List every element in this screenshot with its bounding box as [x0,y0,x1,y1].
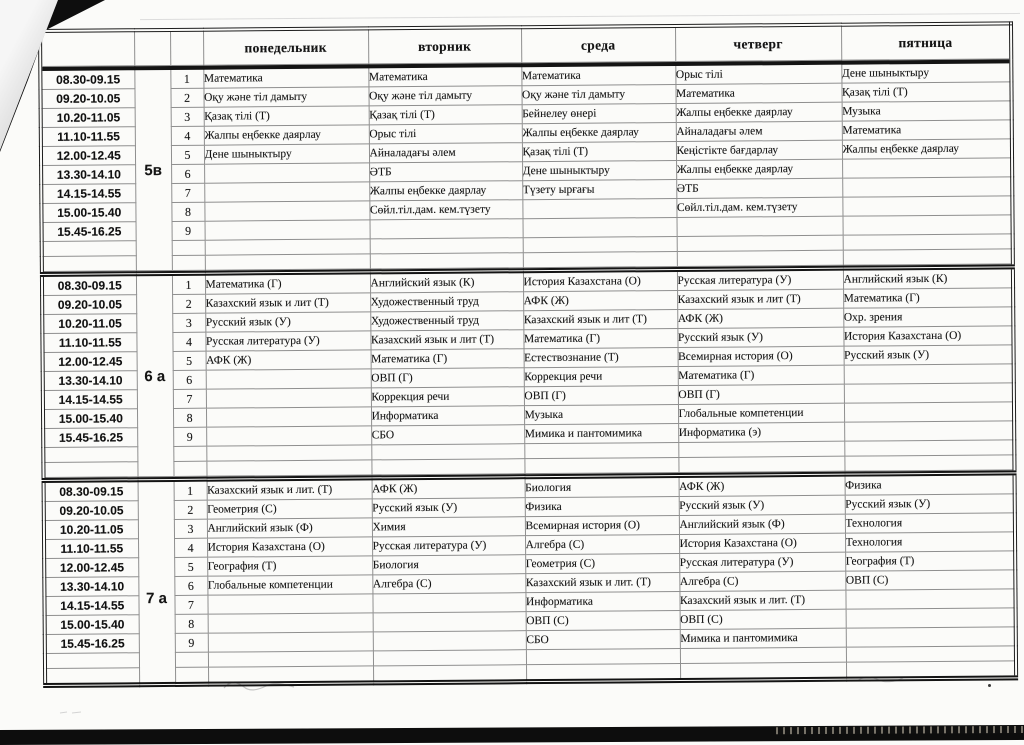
empty-lesson-cell [842,215,1012,235]
empty-lesson-cell [205,239,370,255]
time-cell: 15.00-15.40 [45,615,139,635]
lesson-cell: Оқу және тіл дамыту [368,86,521,106]
lesson-cell: Английский язык (К) [370,271,523,293]
empty-lesson-cell [523,217,677,237]
lesson-cell: Бейнелеу өнері [522,103,676,123]
empty-lesson-cell [842,196,1012,216]
empty-lesson-cell [373,612,526,632]
lesson-cell: Математика [675,83,841,103]
class-label: 5в [134,68,172,271]
lesson-cell: Казахский язык и лит (Т) [677,289,843,309]
lesson-cell: Биология [372,555,525,575]
lesson-cell: Математика (Г) [371,349,524,369]
empty-lesson-cell [842,158,1012,178]
lesson-cell: География (Т) [207,556,372,576]
lesson-cell: Музыка [524,404,678,424]
lesson-cell: Всемирная история (О) [678,346,844,366]
time-cell [45,653,139,669]
period-number-cell: 2 [170,88,203,107]
spiral-binding [776,726,1024,734]
empty-lesson-cell [526,648,680,664]
lesson-cell: Информатика [371,406,524,426]
empty-lesson-cell [846,627,1016,647]
lesson-cell: Оқу және тіл дамыту [203,87,368,107]
time-cell: 15.00-15.40 [43,409,137,429]
time-cell: 09.20-10.05 [42,295,136,315]
period-number-cell: 6 [171,164,204,183]
class-label: 7 а [138,479,176,684]
time-header-cell [40,30,134,66]
empty-lesson-cell [206,407,371,427]
time-cell: 11.10-11.55 [41,127,135,147]
empty-lesson-cell [846,646,1016,662]
time-cell [43,462,137,478]
lesson-cell: Русский язык (У) [845,494,1015,514]
time-cell: 11.10-11.55 [44,539,138,559]
empty-lesson-cell [677,216,843,236]
lesson-cell: Геометрия (С) [525,553,679,573]
lesson-cell: Русский язык (У) [205,312,370,332]
empty-lesson-cell [373,631,526,651]
lesson-cell: СБО [526,629,680,649]
period-number-cell: 2 [174,500,207,519]
lesson-cell: СБО [371,425,524,445]
period-number-cell: 9 [173,427,206,446]
lesson-cell: Химия [372,517,525,537]
period-number-cell [173,446,206,461]
empty-lesson-cell [206,445,371,461]
lesson-cell: Русский язык (У) [372,498,525,518]
lesson-cell: Охр. зрения [843,307,1013,327]
time-cell [43,447,137,463]
empty-lesson-cell [844,364,1014,384]
empty-lesson-cell [206,426,371,446]
period-number-cell: 8 [175,614,208,633]
empty-lesson-cell [524,457,678,473]
lesson-cell: Английский язык (Ф) [207,518,372,538]
lesson-cell: Орыс тілі [369,124,522,144]
schedule-block-6а [40,264,1017,478]
lesson-cell: Художественный труд [370,292,523,312]
lesson-cell: Казахский язык и лит. (Т) [207,478,372,500]
lesson-cell: История Казахстана (О) [523,269,677,291]
period-number-cell: 7 [171,183,204,202]
lesson-cell: Дене шыныктыру [204,144,369,164]
time-cell: 12.00-12.45 [43,352,137,372]
period-number-cell: 1 [174,479,207,500]
empty-lesson-cell [205,220,370,240]
time-cell: 09.20-10.05 [44,501,138,521]
time-cell: 15.00-15.40 [41,203,135,223]
lesson-cell: Математика [842,120,1012,140]
lesson-cell: Жалпы еңбекке даярлау [369,181,522,201]
lesson-cell: ОВП (Г) [678,384,844,404]
lesson-cell: Русский язык (У) [844,345,1014,365]
empty-lesson-cell [373,650,526,666]
lesson-cell: Мимика и пантомимика [524,423,678,443]
empty-lesson-cell [523,236,677,252]
lesson-cell: Сөйл.тіл.дам. кем.түзету [369,200,522,220]
lesson-cell: Түзету ырғағы [522,179,676,199]
lesson-cell: Информатика [525,591,679,611]
empty-lesson-cell [844,383,1014,403]
schedule-block-5в [38,59,1015,272]
lesson-cell: Казахский язык и лит (Т) [370,330,523,350]
empty-lesson-cell [844,440,1014,456]
empty-lesson-cell [680,662,846,680]
lesson-cell: Алгебра (С) [372,574,525,594]
lesson-cell: Мимика и пантомимика [680,628,846,648]
period-number-cell: 2 [172,294,205,313]
lesson-cell: ОВП (С) [526,610,680,630]
lesson-cell: Сөйл.тіл.дам. кем.түзету [676,197,842,217]
lesson-cell: Оқу және тіл дамыту [521,84,675,104]
lesson-cell: Русская литература (У) [205,331,370,351]
stray-pen-mark [58,708,84,716]
day-header-friday: пятница [841,23,1011,60]
period-header-cell [170,30,203,66]
class-label: 6 а [136,273,174,476]
page-edge-line [140,13,1020,20]
lesson-cell: География (Т) [845,551,1015,571]
empty-lesson-cell [204,201,369,221]
lesson-cell: Қазақ тілі (Т) [841,82,1011,102]
lesson-cell: Қазақ тілі (Т) [369,105,522,125]
empty-lesson-cell [526,663,680,681]
lesson-cell: Математика (Г) [678,365,844,385]
lesson-cell: Музыка [842,101,1012,121]
time-cell: 10.20-11.05 [42,314,136,334]
empty-lesson-cell [207,594,372,614]
period-number-cell [172,240,205,255]
lesson-cell: Математика (Г) [523,328,677,348]
empty-lesson-cell [204,182,369,202]
time-cell: 08.30-09.15 [40,68,134,89]
empty-lesson-cell [206,388,371,408]
lesson-cell: Қазақ тілі (Т) [522,141,676,161]
lesson-cell: Физика [525,496,679,516]
lesson-cell: Технология [845,532,1015,552]
lesson-cell: Дене шыныктыру [522,160,676,180]
period-number-cell: 6 [173,370,206,389]
empty-lesson-cell [846,608,1016,628]
day-header-tuesday: вторник [368,27,521,64]
time-cell: 09.20-10.05 [40,89,134,109]
lesson-cell: Жалпы еңбекке даярлау [522,122,676,142]
empty-lesson-cell [845,589,1015,609]
period-number-cell: 5 [174,557,207,576]
lesson-cell: Английский язык (Ф) [679,514,845,534]
lesson-cell: АФК (Ж) [372,477,525,499]
time-cell: 12.00-12.45 [41,146,135,166]
lesson-cell: АФК (Ж) [679,474,845,496]
period-number-cell: 3 [174,519,207,538]
lesson-cell: Всемирная история (О) [525,515,679,535]
lesson-cell: Математика [521,64,675,86]
time-cell: 08.30-09.15 [44,480,138,502]
empty-lesson-cell [522,198,676,218]
lesson-cell: Геометрия (С) [207,499,372,519]
time-cell: 12.00-12.45 [44,558,138,578]
lesson-cell: Русский язык (У) [679,495,845,515]
time-cell: 15.45-16.25 [42,222,136,242]
lesson-cell: Глобальные компетенции [207,575,372,595]
lesson-cell: Естествознание (Т) [524,347,678,367]
empty-lesson-cell [206,369,371,389]
period-number-cell: 7 [174,595,207,614]
empty-lesson-cell [843,234,1013,250]
period-number-cell: 5 [173,351,206,370]
time-cell: 14.15-14.55 [41,184,135,204]
empty-lesson-cell [208,613,373,633]
time-cell: 15.45-16.25 [45,634,139,654]
time-cell [45,668,139,686]
empty-lesson-cell [843,249,1013,265]
lesson-cell: Физика [845,473,1015,495]
empty-lesson-cell [846,661,1016,679]
class-header-cell [134,30,170,66]
period-number-cell: 8 [171,202,204,221]
period-number-cell: 4 [172,332,205,351]
lesson-cell: Информатика (э) [678,422,844,442]
lesson-cell: ОВП (С) [845,570,1015,590]
lesson-cell: Казахский язык и лит. (Т) [679,590,845,610]
timetable-sheet [38,21,1018,688]
time-cell [42,256,136,272]
time-cell: 14.15-14.55 [44,596,138,616]
lesson-cell: Қазақ тілі (Т) [204,106,369,126]
lesson-cell: Дене шыныктыру [841,61,1011,83]
empty-lesson-cell [677,250,843,266]
schedule-block-7а [42,470,1019,688]
lesson-cell: Технология [845,513,1015,533]
empty-lesson-cell [208,632,373,652]
lesson-cell: Биология [525,475,679,497]
time-cell: 13.30-14.10 [41,165,135,185]
period-number-cell: 4 [174,538,207,557]
lesson-cell: Русская литература (У) [679,552,845,572]
lesson-cell: ӘТБ [369,162,522,182]
empty-lesson-cell [677,235,843,251]
period-number-cell [175,667,208,684]
period-number-cell: 5 [171,145,204,164]
empty-lesson-cell [208,651,373,667]
lesson-cell: Казахский язык и лит (Т) [205,293,370,313]
lesson-cell: Коррекция речи [524,366,678,386]
period-number-cell [173,461,206,476]
lesson-cell: Художественный труд [370,311,523,331]
lesson-cell: Кеңістікте бағдарлау [676,140,842,160]
period-number-cell: 9 [172,221,205,240]
lesson-cell: Айналадағы әлем [676,121,842,141]
ink-dot [988,684,991,687]
period-number-cell: 6 [174,576,207,595]
empty-lesson-cell [370,253,523,269]
lesson-cell: Алгебра (С) [525,534,679,554]
time-cell: 10.20-11.05 [44,520,138,540]
time-cell: 10.20-11.05 [41,108,135,128]
lesson-cell: Казахский язык и лит. (Т) [525,572,679,592]
lesson-cell: Жалпы еңбекке даярлау [204,125,369,145]
lesson-cell: Математика (Г) [205,272,370,294]
empty-lesson-cell [844,402,1014,422]
day-header-monday: понедельник [203,28,368,65]
period-number-cell: 1 [172,273,205,294]
time-cell [42,241,136,257]
lesson-cell: АФК (Ж) [677,308,843,328]
lesson-cell: Жалпы еңбекке даярлау [676,159,842,179]
empty-lesson-cell [371,459,524,475]
period-number-cell [175,652,208,667]
empty-lesson-cell [206,460,371,476]
lesson-cell: Математика [203,66,368,88]
day-header-thursday: четверг [675,25,841,62]
lesson-cell: АФК (Ж) [523,290,677,310]
lesson-cell: Русский язык (У) [677,327,843,347]
empty-lesson-cell [678,441,844,457]
empty-lesson-cell [844,455,1014,471]
time-cell: 08.30-09.15 [42,274,136,296]
lesson-cell: Глобальные компетенции [678,403,844,423]
empty-lesson-cell [842,177,1012,197]
period-number-cell: 9 [175,633,208,652]
lesson-cell: Алгебра (С) [679,571,845,591]
period-number-cell: 7 [173,389,206,408]
lesson-cell: Математика (Г) [843,288,1013,308]
period-number-cell [172,255,205,270]
lesson-cell: Айналадағы әлем [369,143,522,163]
time-cell: 13.30-14.10 [43,371,137,391]
empty-lesson-cell [680,647,846,663]
empty-lesson-cell [372,593,525,613]
empty-lesson-cell [524,442,678,458]
period-number-cell: 3 [171,107,204,126]
lesson-cell: Математика [368,65,521,87]
lesson-cell: Казахский язык и лит (Т) [523,309,677,329]
lesson-cell: Коррекция речи [371,387,524,407]
lesson-cell: ӘТБ [676,178,842,198]
empty-lesson-cell [370,238,523,254]
empty-lesson-cell [205,254,370,270]
empty-lesson-cell [370,219,523,239]
period-number-cell: 8 [173,408,206,427]
lesson-cell: Русская литература (У) [372,536,525,556]
scan-bottom-edge [0,725,1024,745]
lesson-cell: История Казахстана (О) [679,533,845,553]
lesson-cell: ОВП (Г) [371,368,524,388]
lesson-cell: История Казахстана (О) [207,537,372,557]
lesson-cell: Орыс тілі [675,63,841,85]
empty-lesson-cell [678,456,844,472]
time-cell: 14.15-14.55 [43,390,137,410]
schedule-blocks [38,59,1018,688]
empty-lesson-cell [844,421,1014,441]
empty-lesson-cell [208,666,373,684]
period-number-cell: 3 [172,313,205,332]
lesson-cell: Английский язык (К) [843,267,1013,289]
period-number-cell: 1 [170,68,203,89]
lesson-cell: Жалпы еңбекке даярлау [676,102,842,122]
empty-lesson-cell [523,251,677,267]
time-cell: 13.30-14.10 [44,577,138,597]
time-cell: 15.45-16.25 [43,428,137,448]
lesson-cell: История Казахстана (О) [843,326,1013,346]
empty-lesson-cell [373,665,526,683]
lesson-cell: Русская литература (У) [677,268,843,290]
lesson-cell: Жалпы еңбекке даярлау [842,139,1012,159]
day-header-wednesday: среда [521,26,675,63]
empty-lesson-cell [204,163,369,183]
period-number-cell: 4 [171,126,204,145]
lesson-cell: АФК (Ж) [206,350,371,370]
lesson-cell: ОВП (С) [680,609,846,629]
lesson-cell: ОВП (Г) [524,385,678,405]
empty-lesson-cell [371,444,524,460]
time-cell: 11.10-11.55 [42,333,136,353]
